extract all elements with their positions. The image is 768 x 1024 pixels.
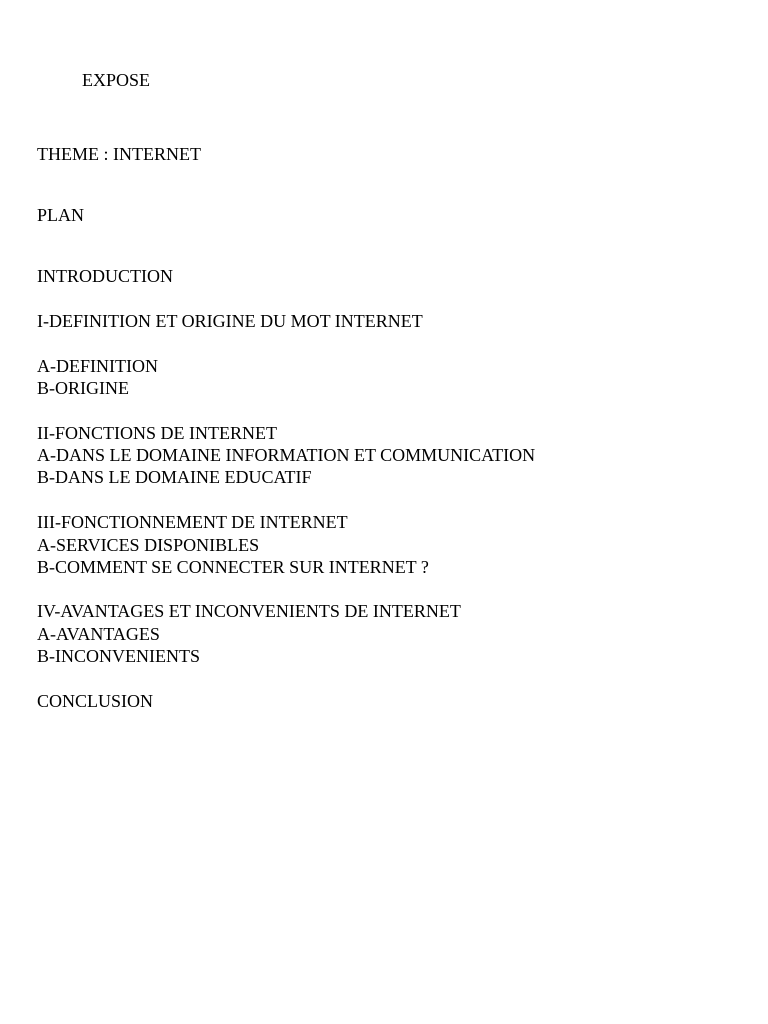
section-4-title: IV-AVANTAGES ET INCONVENIENTS DE INTERNET — [37, 601, 461, 621]
section-3-item-a: A-SERVICES DISPONIBLES — [37, 535, 260, 555]
section-1-item-b: B-ORIGINE — [37, 378, 129, 398]
plan-label: PLAN — [37, 205, 85, 225]
conclusion-line: CONCLUSION — [37, 691, 154, 711]
section-1-item-a: A-DEFINITION — [37, 356, 158, 376]
section-2-item-b: B-DANS LE DOMAINE EDUCATIF — [37, 467, 312, 487]
document-heading: EXPOSE — [82, 70, 151, 90]
section-4-item-b: B-INCONVENIENTS — [37, 646, 200, 666]
introduction-line: INTRODUCTION — [37, 266, 173, 286]
section-1-title: I-DEFINITION ET ORIGINE DU MOT INTERNET — [37, 311, 423, 331]
section-2-title: II-FONCTIONS DE INTERNET — [37, 423, 277, 443]
section-3-item-b: B-COMMENT SE CONNECTER SUR INTERNET ? — [37, 557, 429, 577]
section-3-title: III-FONCTIONNEMENT DE INTERNET — [37, 512, 348, 532]
section-4-item-a: A-AVANTAGES — [37, 624, 160, 644]
section-2-item-a: A-DANS LE DOMAINE INFORMATION ET COMMUNICATION — [37, 445, 536, 465]
theme-line: THEME : INTERNET — [37, 144, 201, 164]
